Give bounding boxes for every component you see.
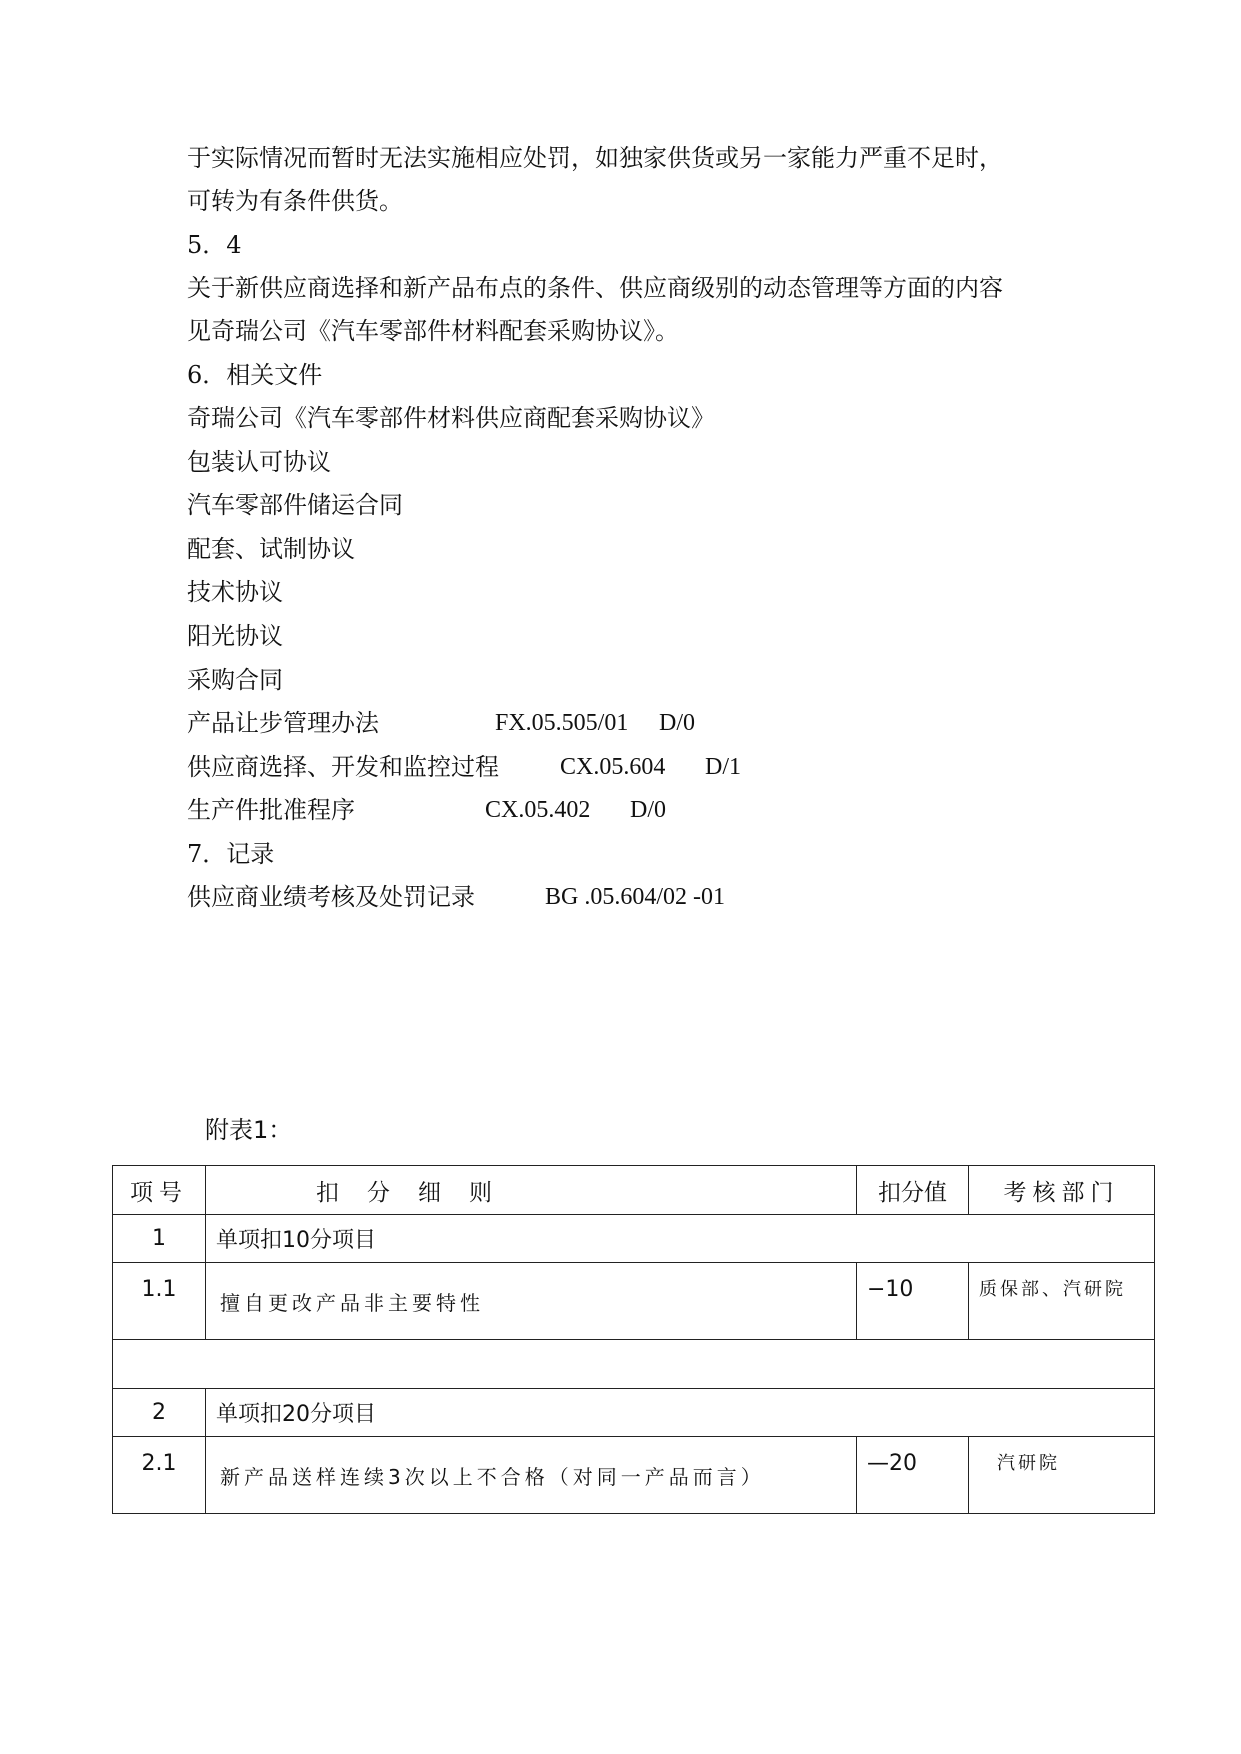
deduction-table <box>112 1165 1155 1514</box>
body-line: 可转为有条件供货。 <box>187 187 403 215</box>
item-number: 1.1 <box>113 1263 206 1340</box>
related-doc: 技术协议 <box>187 578 283 606</box>
body-line: 于实际情况而暂时无法实施相应处罚，如独家供货或另一家能力严重不足时， <box>187 144 1003 172</box>
department: 质保部、汽研院 <box>969 1263 1155 1340</box>
table-row <box>113 1437 1155 1514</box>
header-department: 考核部门 <box>969 1166 1155 1215</box>
record-code: BG .05.604/02 -01 <box>545 884 725 910</box>
table-header-row <box>113 1166 1155 1215</box>
reference-code: FX.05.505/01 <box>495 710 629 736</box>
section-heading: 7．记录 <box>187 840 275 868</box>
header-item-number: 项号 <box>113 1166 206 1215</box>
deduction-rule: 新产品送样连续3次以上不合格（对同一产品而言） <box>206 1437 857 1514</box>
deduction-rule: 擅自更改产品非主要特性 <box>206 1263 857 1340</box>
related-doc: 采购合同 <box>187 666 283 694</box>
reference-revision: D/0 <box>630 797 666 823</box>
related-doc: 奇瑞公司《汽车零部件材料供应商配套采购协议》 <box>187 404 715 432</box>
item-number: 2 <box>113 1389 206 1437</box>
related-doc: 阳光协议 <box>187 622 283 650</box>
section-title: 单项扣20分项目 <box>206 1389 1155 1437</box>
reference-revision: D/0 <box>659 710 695 736</box>
deduction-score: —20 <box>857 1437 969 1514</box>
related-doc: 包装认可协议 <box>187 448 331 476</box>
reference-name: 生产件批准程序 <box>187 796 355 824</box>
reference-name: 产品让步管理办法 <box>187 709 379 737</box>
record-name: 供应商业绩考核及处罚记录 <box>187 883 475 911</box>
item-number: 2.1 <box>113 1437 206 1514</box>
deduction-score: −10 <box>857 1263 969 1340</box>
related-doc: 配套、试制协议 <box>187 535 355 563</box>
body-line: 见奇瑞公司《汽车零部件材料配套采购协议》。 <box>187 317 679 345</box>
table-row-empty <box>113 1340 1155 1389</box>
item-number: 1 <box>113 1215 206 1263</box>
reference-code: CX.05.604 <box>560 754 666 780</box>
reference-revision: D/1 <box>705 754 741 780</box>
related-doc: 汽车零部件储运合同 <box>187 491 403 519</box>
header-deduction-rule: 扣分细则 <box>206 1166 857 1215</box>
reference-name: 供应商选择、开发和监控过程 <box>187 753 499 781</box>
appendix-title: 附表1： <box>205 1116 293 1144</box>
section-title: 单项扣10分项目 <box>206 1215 1155 1263</box>
header-deduction-score: 扣分值 <box>857 1166 969 1215</box>
table-row <box>113 1263 1155 1340</box>
body-line: 关于新供应商选择和新产品布点的条件、供应商级别的动态管理等方面的内容 <box>187 274 1003 302</box>
table-row <box>113 1389 1155 1437</box>
reference-code: CX.05.402 <box>485 797 591 823</box>
section-heading: 6．相关文件 <box>187 361 323 389</box>
table-row <box>113 1215 1155 1263</box>
department: 汽研院 <box>969 1437 1155 1514</box>
section-number: 5．4 <box>187 231 242 259</box>
